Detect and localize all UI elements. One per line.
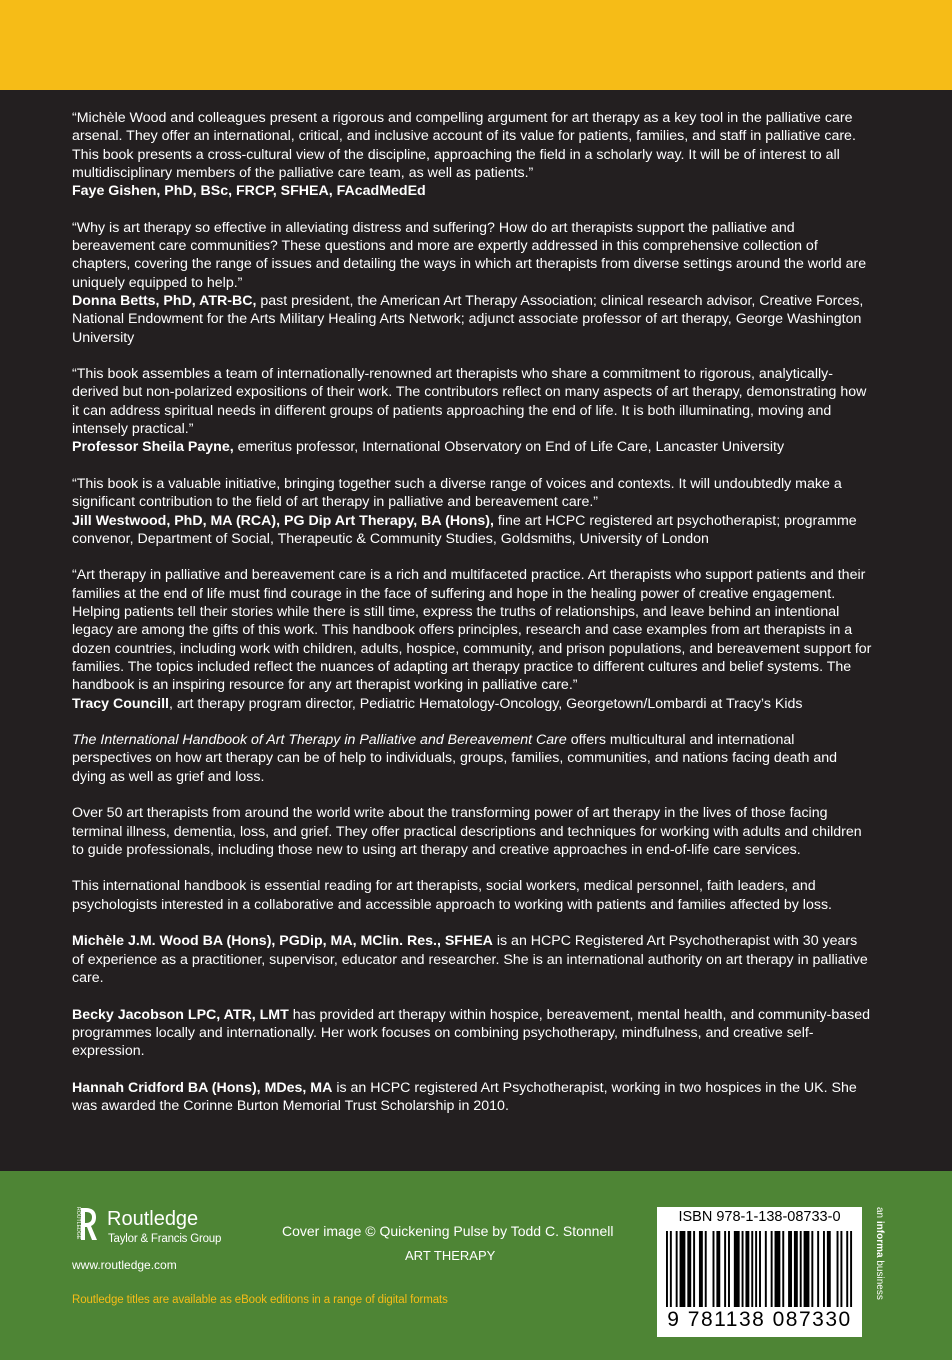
barcode-bar bbox=[846, 1231, 848, 1307]
endorsement-affiliation: fine art HCPC registered art psychotherapist; programme convenor, Department of Social, Therapeutic & Community Studies, Goldsmiths, University of London bbox=[72, 512, 857, 547]
endorsement bbox=[72, 365, 872, 456]
barcode-bar bbox=[804, 1231, 810, 1307]
barcode-bar bbox=[670, 1231, 672, 1307]
isbn-barcode bbox=[657, 1207, 862, 1337]
editor-bio-text: is an HCPC Registered Art Psychotherapist with 30 years of experience as a practitioner, supervisor, educator and researcher. She is an international authority on art therapy in palliative care. bbox=[72, 933, 868, 986]
description-paragraph bbox=[72, 731, 872, 786]
endorsement-quote: “Art therapy in palliative and bereavement care is a rich and multifaceted practice. Art therapists who support patients and their families at the end of life must find courage in the face of suffering and hope in the healing power of creative engagement. Helping patients tell their stories while there is still time, express the truths of relationships, and leave behind an intentional legacy are among the gifts of this work. This handbook offers principles, research and case examples from art therapists in a dozen countries, including work with children, adults, hospice, community, and prison populations, and bereavement support for families. The topics included reflect the nuances of adapting art therapy practice to different cultures and belief systems. The handbook is an inspiring resource for any art therapist working in palliative care.” bbox=[72, 567, 872, 694]
barcode-bar bbox=[724, 1231, 726, 1307]
endorsement bbox=[72, 219, 872, 347]
endorsement-author: Jill Westwood, PhD, MA (RCA), PG Dip Art Therapy, BA (Hons), bbox=[72, 512, 494, 529]
editor-name: Michèle J.M. Wood BA (Hons), PGDip, MA, MClin. Res., SFHEA bbox=[72, 933, 493, 950]
barcode-bars bbox=[666, 1231, 854, 1307]
endorsement-affiliation: , art therapy program director, Pediatric Hematology-Oncology, Georgetown/Lombardi at Tracy’s Kids bbox=[168, 695, 803, 712]
informa-prefix: an bbox=[874, 1207, 885, 1221]
endorsement-affiliation: past president, the American Art Therapy Association; clinical research advisor, Creative Forces, National Endowment for the Arts Military Healing Arts Network; adjunct associate professor of art therapy, George Washington University bbox=[72, 292, 864, 346]
publisher-website[interactable]: www.routledge.com bbox=[72, 1258, 177, 1272]
ebook-availability-note: Routledge titles are available as eBook editions in a range of digital formats bbox=[72, 1294, 448, 1306]
description-text: offers multicultural and international perspectives on how art therapy can be of help to individuals, groups, families, communities, and nations facing death and dying as well as grief and loss. bbox=[72, 732, 837, 785]
informa-suffix: business bbox=[874, 1257, 885, 1300]
endorsement bbox=[72, 109, 872, 200]
barcode-bar bbox=[827, 1231, 831, 1307]
publisher-group: Taylor & Francis Group bbox=[108, 1233, 222, 1245]
barcode-bar bbox=[817, 1231, 819, 1307]
barcode-bar bbox=[823, 1231, 825, 1307]
endorsement-author: Faye Gishen, PhD, BSc, FRCP, SFHEA, FAcadMedEd bbox=[72, 183, 426, 200]
endorsement-author: Tracy Councill bbox=[72, 695, 169, 712]
barcode-bar bbox=[680, 1231, 686, 1307]
subject-category: ART THERAPY bbox=[405, 1248, 496, 1263]
barcode-bar bbox=[716, 1231, 720, 1307]
barcode-bar bbox=[728, 1231, 730, 1307]
publisher-name: Routledge bbox=[107, 1208, 199, 1230]
description-paragraph: This international handbook is essential reading for art therapists, social workers, medical personnel, faith leaders, and psychologists interested in a collaborative and accessible approach to working with patients and families affected by loss. bbox=[72, 878, 832, 913]
barcode-bar bbox=[765, 1231, 767, 1307]
barcode-bar bbox=[693, 1231, 695, 1307]
logo-vertical-text: ROUTLEDGE bbox=[75, 1207, 81, 1240]
barcode-bar bbox=[751, 1231, 753, 1307]
isbn-number: ISBN 978-1-138-08733-0 bbox=[678, 1209, 841, 1225]
editor-bio bbox=[72, 1079, 872, 1116]
informa-business-tag bbox=[872, 1207, 886, 1337]
endorsement-quote: “This book is a valuable initiative, bringing together such a diverse range of voices and contexts. It will undoubtedly make a significant contribution to the field of art therapy in palliative and bereavement care.” bbox=[72, 475, 842, 511]
barcode-bar bbox=[800, 1231, 802, 1307]
endorsement-quote: “This book assembles a team of internationally-renowned art therapists who share a commitment to rigorous, analytically-derived but non-polarized expositions of their work. The contributors reflect on many aspects of art therapy, demonstrating how it can address spiritual needs in different groups of patients approaching the end of life. It is both illuminating, moving and intensely practical.” bbox=[72, 366, 867, 438]
barcode-bar bbox=[666, 1231, 668, 1307]
cover-image-credit: Cover image © Quickening Pulse by Todd C. Stonnell bbox=[282, 1223, 614, 1239]
endorsement bbox=[72, 475, 872, 548]
barcode-bar bbox=[699, 1231, 703, 1307]
barcode-bar bbox=[840, 1231, 842, 1307]
informa-brand: informa bbox=[874, 1220, 885, 1258]
book-title: The International Handbook of Art Therapy in Palliative and Bereavement Care bbox=[72, 732, 567, 749]
barcode-bar bbox=[742, 1231, 744, 1307]
editor-bio bbox=[72, 932, 872, 987]
barcode-bar bbox=[794, 1231, 798, 1307]
barcode-bar bbox=[771, 1231, 773, 1307]
endorsement-author: Donna Betts, PhD, ATR-BC, bbox=[72, 292, 257, 309]
barcode-bar bbox=[687, 1231, 691, 1307]
top-color-band bbox=[0, 0, 952, 90]
editor-bio-text: is an HCPC registered Art Psychotherapist, working in two hospices in the UK. She was awarded the Corinne Burton Memorial Trust Scholarship in 2010. bbox=[72, 1079, 857, 1115]
barcode-bar bbox=[775, 1231, 781, 1307]
barcode-bar bbox=[788, 1231, 792, 1307]
back-cover-text bbox=[72, 109, 872, 1134]
editor-bio-text: has provided art therapy within hospice, bereavement, mental health, and community-based programmes locally and internationally. Her work focuses on combining psychotherapy, mindfulness, and creative self-expression. bbox=[72, 1006, 871, 1060]
endorsement-author: Professor Sheila Payne, bbox=[72, 439, 234, 456]
editor-name: Becky Jacobson LPC, ATR, LMT bbox=[72, 1006, 289, 1023]
barcode-bar bbox=[705, 1231, 707, 1307]
footer-band bbox=[0, 1171, 952, 1360]
barcode-bar bbox=[745, 1231, 749, 1307]
barcode-bar bbox=[782, 1231, 784, 1307]
barcode-bar bbox=[850, 1231, 852, 1307]
barcode-bar bbox=[755, 1231, 757, 1307]
endorsement-quote: “Why is art therapy so effective in alleviating distress and suffering? How do art therapists support the palliative and bereavement care communities? These questions and more are expertly addressed in this comprehensive collection of chapters, covering the range of issues and detailing the ways in which art therapists from diverse settings around the world are uniquely equipped to help.” bbox=[72, 219, 867, 291]
description-paragraph: Over 50 art therapists from around the world write about the transforming power of art therapy in the lives of those facing terminal illness, dementia, loss, and grief. They offer practical descriptions and techniques for working with adults and children to guide professionals, including those new to using art therapy and creative approaches in end-of-life care services. bbox=[72, 805, 862, 858]
editor-name: Hannah Cridford BA (Hons), MDes, MA bbox=[72, 1079, 333, 1096]
barcode-digits: 9 781138 087330 bbox=[667, 1308, 852, 1331]
routledge-logo bbox=[72, 1206, 242, 1256]
barcode-bar bbox=[759, 1231, 761, 1307]
endorsement-affiliation: emeritus professor, International Observatory on End of Life Care, Lancaster University bbox=[233, 439, 785, 456]
barcode-bar bbox=[713, 1231, 715, 1307]
barcode-bar bbox=[734, 1231, 740, 1307]
routledge-r-logo-icon bbox=[72, 1206, 98, 1256]
editor-bio bbox=[72, 1006, 872, 1061]
endorsement bbox=[72, 566, 872, 712]
endorsement-quote: “Michèle Wood and colleagues present a rigorous and compelling argument for art therapy as a key tool in the palliative care arsenal. They offer an international, critical, and inclusive account of its value for patients, families, and staff in palliative care. This book presents a cross-cultural view of the discipline, approaching the field in a scholarly way. It will be of interest to all multidisciplinary members of the palliative care team, as well as patients.” bbox=[72, 110, 856, 181]
barcode-bar bbox=[811, 1231, 813, 1307]
barcode-bar bbox=[837, 1231, 839, 1307]
barcode-bar bbox=[676, 1231, 678, 1307]
